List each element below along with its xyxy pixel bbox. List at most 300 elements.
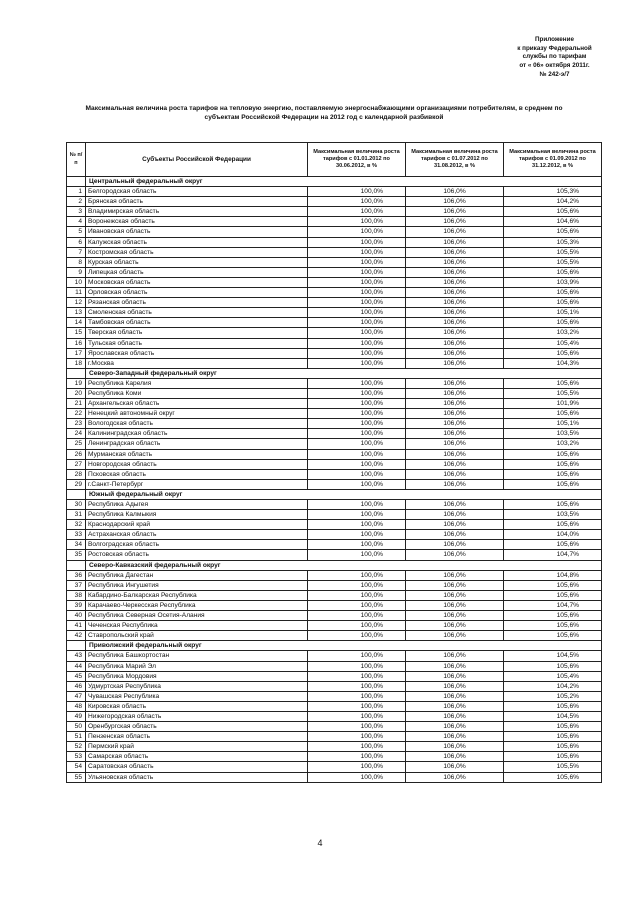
value-period-1: 100,0%	[308, 378, 406, 388]
region-name: Республика Адыгея	[86, 500, 308, 510]
value-period-2: 106,0%	[406, 762, 504, 772]
region-name: Ивановская область	[86, 227, 308, 237]
region-name: Волгоградская область	[86, 540, 308, 550]
value-period-1: 100,0%	[308, 217, 406, 227]
region-name: Нижегородская область	[86, 711, 308, 721]
row-number: 45	[67, 671, 86, 681]
value-period-3: 105,6%	[504, 742, 602, 752]
table-row	[67, 600, 602, 610]
value-period-1: 100,0%	[308, 600, 406, 610]
document-title: Максимальная величина роста тарифов на тепловую энергию, поставляемую энергоснабжающими организациями потребителям, в среднем по субъектам Российской Федерации на 2012 год с календарной разбивкой	[85, 105, 563, 121]
value-period-2: 106,0%	[406, 217, 504, 227]
value-period-2: 106,0%	[406, 701, 504, 711]
value-period-2: 106,0%	[406, 459, 504, 469]
value-period-2: 106,0%	[406, 711, 504, 721]
value-period-2: 106,0%	[406, 358, 504, 368]
value-period-2: 106,0%	[406, 722, 504, 732]
row-number: 29	[67, 479, 86, 489]
row-number: 54	[67, 762, 86, 772]
table-row	[67, 732, 602, 742]
table-row	[67, 187, 602, 197]
value-period-1: 100,0%	[308, 701, 406, 711]
value-period-2: 106,0%	[406, 651, 504, 661]
value-period-2: 106,0%	[406, 500, 504, 510]
value-period-3: 105,2%	[504, 691, 602, 701]
region-name: Смоленская область	[86, 308, 308, 318]
value-period-1: 100,0%	[308, 237, 406, 247]
value-period-1: 100,0%	[308, 419, 406, 429]
table-row	[67, 308, 602, 318]
header-period-3: Максимальная величина роста тарифов с 01.09.2012 по 31.12.2012, в %	[504, 143, 602, 177]
value-period-2: 106,0%	[406, 257, 504, 267]
table-row	[67, 409, 602, 419]
row-number: 17	[67, 348, 86, 358]
value-period-3: 105,6%	[504, 459, 602, 469]
value-period-3: 105,1%	[504, 308, 602, 318]
value-period-3: 103,9%	[504, 277, 602, 287]
district-num-cell	[67, 641, 86, 651]
value-period-2: 106,0%	[406, 267, 504, 277]
table-row	[67, 459, 602, 469]
table-row	[67, 550, 602, 560]
table-row	[67, 701, 602, 711]
district-name: Северо-Западный федеральный округ	[86, 368, 602, 378]
region-name: Тамбовская область	[86, 318, 308, 328]
value-period-2: 106,0%	[406, 681, 504, 691]
value-period-3: 105,6%	[504, 378, 602, 388]
value-period-3: 105,6%	[504, 580, 602, 590]
value-period-3: 104,5%	[504, 711, 602, 721]
row-number: 50	[67, 722, 86, 732]
value-period-3: 105,6%	[504, 207, 602, 217]
row-number: 24	[67, 429, 86, 439]
value-period-3: 104,7%	[504, 600, 602, 610]
value-period-2: 106,0%	[406, 399, 504, 409]
table-row	[67, 500, 602, 510]
district-name: Северо-Кавказский федеральный округ	[86, 560, 602, 570]
value-period-2: 106,0%	[406, 530, 504, 540]
value-period-1: 100,0%	[308, 590, 406, 600]
value-period-1: 100,0%	[308, 681, 406, 691]
region-name: Республика Ингушетия	[86, 580, 308, 590]
value-period-2: 106,0%	[406, 237, 504, 247]
value-period-1: 100,0%	[308, 197, 406, 207]
district-row	[67, 641, 602, 651]
row-number: 31	[67, 510, 86, 520]
region-name: Орловская область	[86, 288, 308, 298]
table-row	[67, 277, 602, 287]
table-row	[67, 671, 602, 681]
row-number: 43	[67, 651, 86, 661]
value-period-2: 106,0%	[406, 611, 504, 621]
value-period-3: 104,6%	[504, 217, 602, 227]
value-period-2: 106,0%	[406, 691, 504, 701]
value-period-1: 100,0%	[308, 277, 406, 287]
appendix-line: Приложение	[535, 36, 574, 43]
value-period-1: 100,0%	[308, 772, 406, 782]
row-number: 19	[67, 378, 86, 388]
table-row	[67, 580, 602, 590]
value-period-2: 106,0%	[406, 247, 504, 257]
value-period-2: 106,0%	[406, 318, 504, 328]
row-number: 51	[67, 732, 86, 742]
region-name: Липецкая область	[86, 267, 308, 277]
row-number: 37	[67, 580, 86, 590]
table-row	[67, 399, 602, 409]
table-header-row	[67, 143, 602, 177]
value-period-1: 100,0%	[308, 267, 406, 277]
table-row	[67, 711, 602, 721]
value-period-1: 100,0%	[308, 520, 406, 530]
value-period-3: 105,6%	[504, 449, 602, 459]
row-number: 6	[67, 237, 86, 247]
row-number: 42	[67, 631, 86, 641]
region-name: Псковская область	[86, 469, 308, 479]
value-period-2: 106,0%	[406, 277, 504, 287]
value-period-2: 106,0%	[406, 742, 504, 752]
value-period-1: 100,0%	[308, 247, 406, 257]
value-period-3: 105,6%	[504, 732, 602, 742]
region-name: Республика Башкортостан	[86, 651, 308, 661]
value-period-2: 106,0%	[406, 580, 504, 590]
value-period-3: 104,2%	[504, 681, 602, 691]
value-period-1: 100,0%	[308, 722, 406, 732]
region-name: Самарская область	[86, 752, 308, 762]
value-period-1: 100,0%	[308, 429, 406, 439]
region-name: Удмуртская Республика	[86, 681, 308, 691]
value-period-3: 104,5%	[504, 651, 602, 661]
region-name: Краснодарский край	[86, 520, 308, 530]
value-period-1: 100,0%	[308, 227, 406, 237]
value-period-1: 100,0%	[308, 621, 406, 631]
value-period-1: 100,0%	[308, 257, 406, 267]
row-number: 5	[67, 227, 86, 237]
table-row	[67, 469, 602, 479]
district-name: Центральный федеральный округ	[86, 177, 602, 187]
row-number: 22	[67, 409, 86, 419]
row-number: 34	[67, 540, 86, 550]
table-row	[67, 510, 602, 520]
row-number: 14	[67, 318, 86, 328]
row-number: 27	[67, 459, 86, 469]
table-row	[67, 590, 602, 600]
value-period-3: 105,4%	[504, 671, 602, 681]
table-row	[67, 197, 602, 207]
value-period-3: 105,5%	[504, 388, 602, 398]
region-name: Курская область	[86, 257, 308, 267]
row-number: 33	[67, 530, 86, 540]
value-period-3: 105,6%	[504, 631, 602, 641]
value-period-2: 106,0%	[406, 429, 504, 439]
value-period-3: 105,6%	[504, 752, 602, 762]
region-name: Ставропольский край	[86, 631, 308, 641]
value-period-3: 103,5%	[504, 429, 602, 439]
value-period-2: 106,0%	[406, 671, 504, 681]
row-number: 15	[67, 328, 86, 338]
value-period-3: 105,6%	[504, 701, 602, 711]
table-row	[67, 358, 602, 368]
row-number: 9	[67, 267, 86, 277]
row-number: 10	[67, 277, 86, 287]
value-period-2: 106,0%	[406, 772, 504, 782]
district-num-cell	[67, 560, 86, 570]
table-row	[67, 257, 602, 267]
value-period-3: 105,6%	[504, 500, 602, 510]
value-period-1: 100,0%	[308, 459, 406, 469]
district-name: Южный федеральный округ	[86, 489, 602, 499]
value-period-1: 100,0%	[308, 500, 406, 510]
value-period-2: 106,0%	[406, 752, 504, 762]
value-period-2: 106,0%	[406, 197, 504, 207]
value-period-1: 100,0%	[308, 711, 406, 721]
header-period-1: Максимальная величина роста тарифов с 01.01.2012 по 30.06.2012, в %	[308, 143, 406, 177]
row-number: 35	[67, 550, 86, 560]
value-period-2: 106,0%	[406, 348, 504, 358]
value-period-3: 105,4%	[504, 338, 602, 348]
region-name: Оренбургская область	[86, 722, 308, 732]
value-period-3: 104,3%	[504, 358, 602, 368]
value-period-1: 100,0%	[308, 570, 406, 580]
row-number: 47	[67, 691, 86, 701]
table-row	[67, 752, 602, 762]
table-body	[67, 177, 602, 783]
table-row	[67, 429, 602, 439]
value-period-1: 100,0%	[308, 611, 406, 621]
value-period-3: 105,3%	[504, 187, 602, 197]
region-name: Республика Дагестан	[86, 570, 308, 580]
row-number: 49	[67, 711, 86, 721]
region-name: Республика Коми	[86, 388, 308, 398]
region-name: Пензенская область	[86, 732, 308, 742]
region-name: Республика Марий Эл	[86, 661, 308, 671]
value-period-1: 100,0%	[308, 762, 406, 772]
table-row	[67, 540, 602, 550]
row-number: 7	[67, 247, 86, 257]
value-period-1: 100,0%	[308, 469, 406, 479]
value-period-1: 100,0%	[308, 742, 406, 752]
region-name: Тверская область	[86, 328, 308, 338]
table-row	[67, 772, 602, 782]
value-period-2: 106,0%	[406, 590, 504, 600]
value-period-3: 105,6%	[504, 267, 602, 277]
table-row	[67, 247, 602, 257]
row-number: 13	[67, 308, 86, 318]
value-period-2: 106,0%	[406, 621, 504, 631]
region-name: Саратовская область	[86, 762, 308, 772]
region-name: Ненецкий автономный округ	[86, 409, 308, 419]
table-row	[67, 237, 602, 247]
table-row	[67, 348, 602, 358]
table-row	[67, 762, 602, 772]
table-row	[67, 742, 602, 752]
row-number: 46	[67, 681, 86, 691]
value-period-3: 105,6%	[504, 540, 602, 550]
value-period-3: 105,5%	[504, 247, 602, 257]
row-number: 28	[67, 469, 86, 479]
value-period-3: 103,2%	[504, 439, 602, 449]
value-period-1: 100,0%	[308, 661, 406, 671]
value-period-3: 104,0%	[504, 530, 602, 540]
region-name: Ульяновская область	[86, 772, 308, 782]
row-number: 16	[67, 338, 86, 348]
value-period-3: 105,6%	[504, 520, 602, 530]
row-number: 21	[67, 399, 86, 409]
district-num-cell	[67, 489, 86, 499]
tariff-table	[66, 142, 602, 783]
value-period-1: 100,0%	[308, 409, 406, 419]
region-name: Вологодская область	[86, 419, 308, 429]
region-name: Калужская область	[86, 237, 308, 247]
region-name: Кабардино-Балкарская Республика	[86, 590, 308, 600]
row-number: 36	[67, 570, 86, 580]
value-period-1: 100,0%	[308, 550, 406, 560]
value-period-2: 106,0%	[406, 469, 504, 479]
value-period-2: 106,0%	[406, 207, 504, 217]
value-period-3: 105,6%	[504, 590, 602, 600]
region-name: Архангельская область	[86, 399, 308, 409]
row-number: 38	[67, 590, 86, 600]
value-period-3: 101,9%	[504, 399, 602, 409]
district-num-cell	[67, 177, 86, 187]
table-row	[67, 722, 602, 732]
value-period-2: 106,0%	[406, 308, 504, 318]
region-name: Республика Карелия	[86, 378, 308, 388]
region-name: Калининградская область	[86, 429, 308, 439]
table-row	[67, 288, 602, 298]
value-period-3: 105,3%	[504, 237, 602, 247]
appendix-line: от « 06» октября 2011г.	[519, 62, 590, 70]
value-period-1: 100,0%	[308, 671, 406, 681]
row-number: 32	[67, 520, 86, 530]
region-name: Чеченская Республика	[86, 621, 308, 631]
row-number: 55	[67, 772, 86, 782]
value-period-1: 100,0%	[308, 328, 406, 338]
value-period-1: 100,0%	[308, 288, 406, 298]
table-row	[67, 267, 602, 277]
row-number: 30	[67, 500, 86, 510]
value-period-3: 103,2%	[504, 328, 602, 338]
row-number: 26	[67, 449, 86, 459]
table-row	[67, 388, 602, 398]
region-name: Ростовская область	[86, 550, 308, 560]
value-period-3: 105,6%	[504, 318, 602, 328]
value-period-2: 106,0%	[406, 479, 504, 489]
value-period-2: 106,0%	[406, 520, 504, 530]
table-row	[67, 449, 602, 459]
region-name: Республика Калмыкия	[86, 510, 308, 520]
value-period-1: 100,0%	[308, 358, 406, 368]
appendix-line: к приказу Федеральной	[517, 44, 592, 52]
value-period-2: 106,0%	[406, 388, 504, 398]
row-number: 18	[67, 358, 86, 368]
table-row	[67, 530, 602, 540]
row-number: 25	[67, 439, 86, 449]
table-row	[67, 520, 602, 530]
table-row	[67, 419, 602, 429]
value-period-1: 100,0%	[308, 439, 406, 449]
table-row	[67, 207, 602, 217]
value-period-3: 105,6%	[504, 298, 602, 308]
value-period-3: 105,6%	[504, 288, 602, 298]
appendix-line: службы по тарифам	[522, 53, 587, 61]
value-period-2: 106,0%	[406, 732, 504, 742]
row-number: 11	[67, 288, 86, 298]
region-name: Астраханская область	[86, 530, 308, 540]
table-row	[67, 661, 602, 671]
value-period-1: 100,0%	[308, 187, 406, 197]
value-period-1: 100,0%	[308, 348, 406, 358]
value-period-3: 105,6%	[504, 621, 602, 631]
table-row	[67, 378, 602, 388]
region-name: Костромская область	[86, 247, 308, 257]
value-period-2: 106,0%	[406, 419, 504, 429]
header-subject: Субъекты Российской Федерации	[86, 143, 308, 177]
value-period-2: 106,0%	[406, 600, 504, 610]
table-row	[67, 217, 602, 227]
region-name: Кировская область	[86, 701, 308, 711]
value-period-3: 104,8%	[504, 570, 602, 580]
table-row	[67, 691, 602, 701]
region-name: Республика Мордовия	[86, 671, 308, 681]
table-row	[67, 681, 602, 691]
row-number: 41	[67, 621, 86, 631]
value-period-1: 100,0%	[308, 318, 406, 328]
value-period-2: 106,0%	[406, 449, 504, 459]
table-row	[67, 298, 602, 308]
region-name: Владимирская область	[86, 207, 308, 217]
value-period-1: 100,0%	[308, 752, 406, 762]
row-number: 12	[67, 298, 86, 308]
value-period-2: 106,0%	[406, 409, 504, 419]
value-period-2: 106,0%	[406, 540, 504, 550]
page-number: 4	[317, 838, 323, 848]
value-period-3: 104,7%	[504, 550, 602, 560]
row-number: 20	[67, 388, 86, 398]
row-number: 8	[67, 257, 86, 267]
region-name: Карачаево-Черкесская Республика	[86, 600, 308, 610]
value-period-3: 105,6%	[504, 227, 602, 237]
value-period-3: 105,1%	[504, 419, 602, 429]
value-period-3: 105,6%	[504, 611, 602, 621]
row-number: 52	[67, 742, 86, 752]
region-name: г.Санкт-Петербург	[86, 479, 308, 489]
value-period-1: 100,0%	[308, 479, 406, 489]
value-period-2: 106,0%	[406, 187, 504, 197]
value-period-2: 106,0%	[406, 338, 504, 348]
region-name: Московская область	[86, 277, 308, 287]
value-period-3: 105,6%	[504, 348, 602, 358]
value-period-1: 100,0%	[308, 580, 406, 590]
value-period-2: 106,0%	[406, 631, 504, 641]
row-number: 44	[67, 661, 86, 671]
district-row	[67, 177, 602, 187]
table-row	[67, 439, 602, 449]
table-row	[67, 338, 602, 348]
region-name: Ленинградская область	[86, 439, 308, 449]
value-period-3: 105,6%	[504, 469, 602, 479]
value-period-1: 100,0%	[308, 732, 406, 742]
row-number: 48	[67, 701, 86, 711]
value-period-1: 100,0%	[308, 691, 406, 701]
table-row	[67, 328, 602, 338]
value-period-1: 100,0%	[308, 298, 406, 308]
value-period-3: 105,5%	[504, 257, 602, 267]
value-period-1: 100,0%	[308, 540, 406, 550]
value-period-2: 106,0%	[406, 439, 504, 449]
value-period-1: 100,0%	[308, 510, 406, 520]
region-name: Чувашская Республика	[86, 691, 308, 701]
value-period-2: 106,0%	[406, 510, 504, 520]
